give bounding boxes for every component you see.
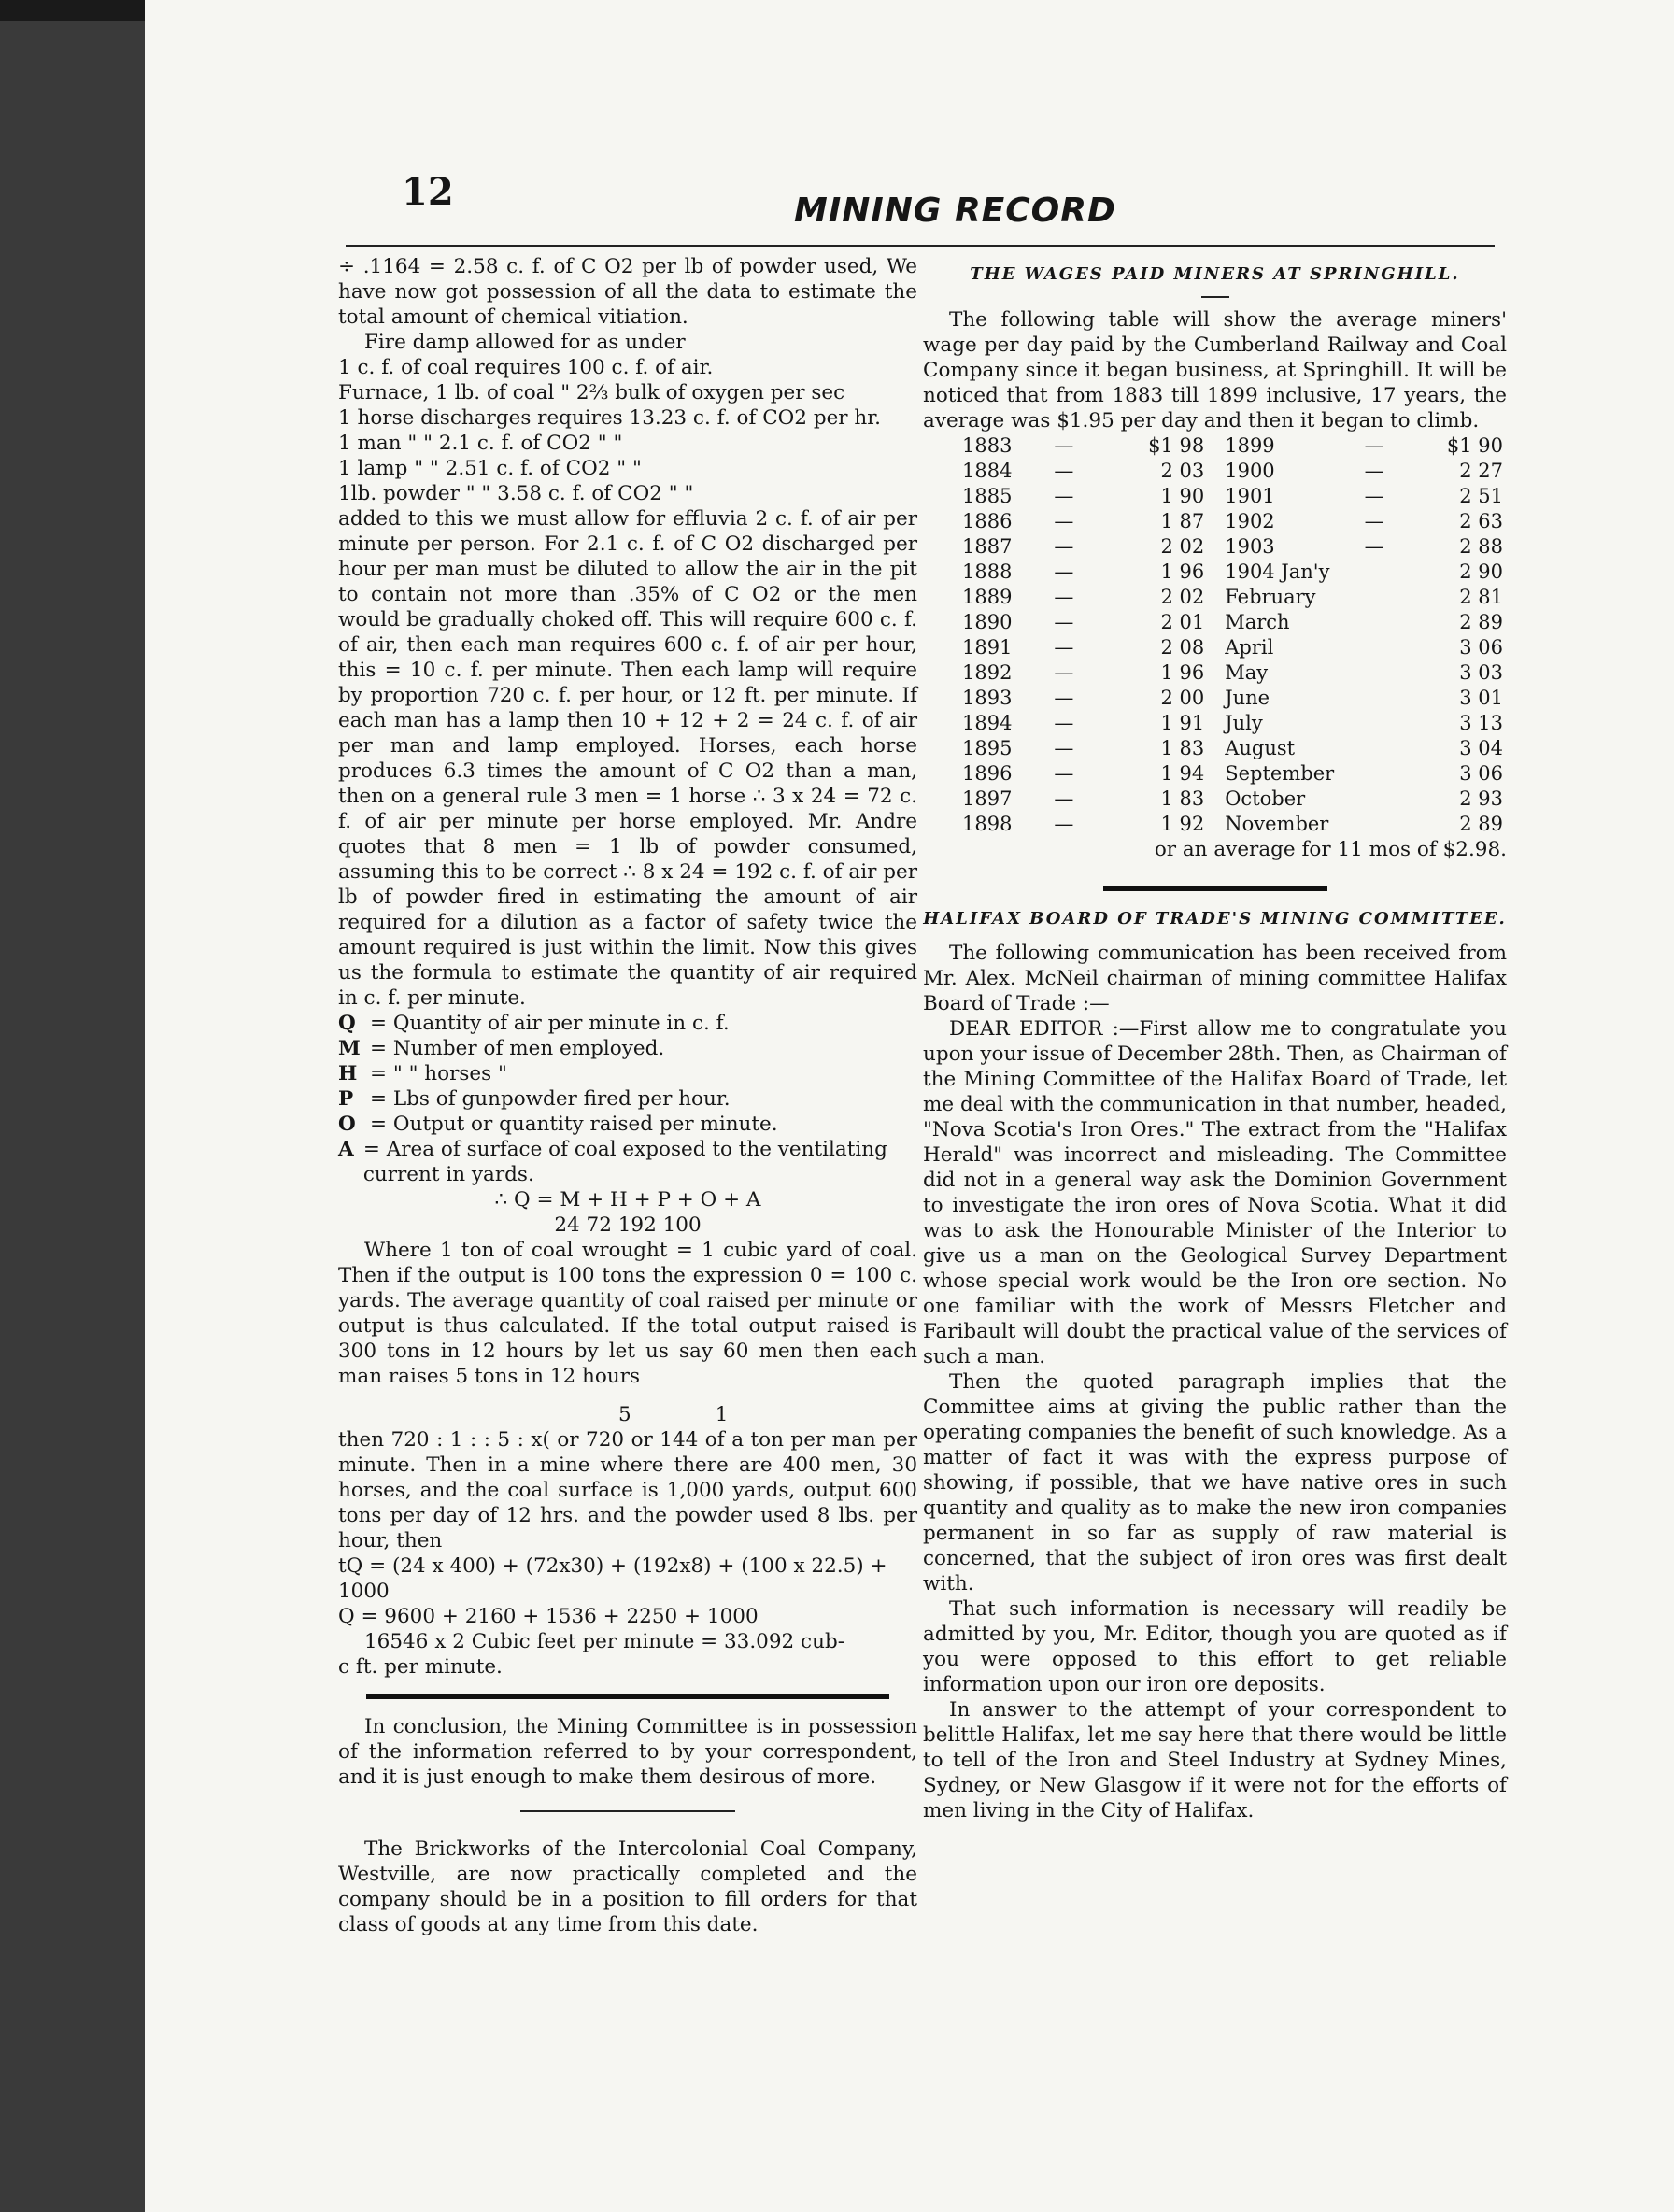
wages-average: or an average for 11 mos of $2.98. bbox=[1154, 838, 1507, 861]
period-cell: 1903 bbox=[1225, 535, 1275, 558]
dash-cell: — bbox=[1054, 586, 1074, 608]
amount-cell: 2 02 bbox=[1160, 535, 1205, 558]
dash-cell: — bbox=[1364, 460, 1384, 482]
period-cell: 1902 bbox=[1225, 510, 1275, 532]
dash-cell: — bbox=[1054, 687, 1074, 709]
amount-cell: 1 92 bbox=[1160, 813, 1205, 835]
dash-cell: — bbox=[1054, 560, 1074, 583]
amount-cell: 1 96 bbox=[1160, 661, 1205, 684]
dash-cell: — bbox=[1054, 510, 1074, 532]
fraction-numerators bbox=[338, 1402, 917, 1427]
amount-cell: 1 96 bbox=[1160, 560, 1205, 583]
year-cell: 1887 bbox=[962, 535, 1013, 558]
amount-cell: 3 01 bbox=[1459, 687, 1503, 709]
list-item: 1 c. f. of coal requires 100 c. f. of air. bbox=[338, 356, 714, 379]
definition-row bbox=[338, 1137, 917, 1187]
dash-cell: — bbox=[1054, 661, 1074, 684]
numerator: 1 bbox=[715, 1403, 729, 1426]
definition-value: = " " horses " bbox=[370, 1062, 507, 1085]
paragraph: then 720 : 1 : : 5 : x( or 720 or 144 of a ton per man per minute. Then in a mine where there are 400 men, 30 horses, and the coal surface is 1,000 yards, output 600 tons per day of 12 hrs. and the powder used 8 lbs. per hour, then bbox=[338, 1428, 917, 1553]
paragraph: DEAR EDITOR :—First allow me to congratulate you upon your issue of December 28th. Then, as Chairman of the Mining Committee of the Halifax Board of Trade, let me deal with the communication in that number, headed, "Nova Scotia's Iron Ores." The extract from the "Halifax Herald" was incorrect and misleading. The Committee did not in a general way ask the Dominion Government to investigate the iron ores of Nova Scotia. What it did was to ask the Honourable Minister of the Interior to give us a man on the Geological Survey Department whose special work would be the Iron ore section. No one familiar with the work of Messrs Fletcher and Faribault will doubt the practical value of the services of such a man. bbox=[923, 1017, 1507, 1368]
amount-cell: 2 00 bbox=[1160, 687, 1205, 709]
spacer-cell bbox=[1338, 736, 1411, 761]
dash-cell: — bbox=[1054, 636, 1074, 659]
year-cell: 1883 bbox=[962, 434, 1013, 457]
requirements-list bbox=[338, 355, 917, 506]
amount-cell: $1 98 bbox=[1148, 434, 1205, 457]
calc-line: c ft. per minute. bbox=[338, 1655, 503, 1679]
dash-cell: — bbox=[1054, 712, 1074, 734]
paragraph: added to this we must allow for effluvia 2 c. f. of air per minute per person. For 2.1 c. f. of C O2 discharged per hour per man must be diluted to allow the air in the pit to contain not more than .35% of C O2 or the men would be gradually choked off. This will require 600 c. f. of air, then each man requires 600 c. f. of air per hour, this = 10 c. f. per minute. Then each lamp will require by proportion 720 c. f. per hour, or 12 ft. per minute. If each man has a lamp then 10 + 12 + 2 = 24 c. f. of air per man and lamp employed. Horses, each horse produces 6.3 times the amount of C O2 than a man, then on a general rule 3 men = 1 horse ∴ 3 x 24 = 72 c. f. of air per minute per horse employed. Mr. Andre quotes that 8 men = 1 lb of powder consumed, assuming this to be correct ∴ 8 x 24 = 192 c. f. of air per lb of powder fired in estimating the amount of air required for a dilution as a factor of safety twice the amount required is just within the limit. Now this gives us the formula to estimate the quantity of air required in c. f. per minute. bbox=[338, 507, 917, 1010]
definition-key: Q bbox=[338, 1012, 356, 1035]
definition-key: H bbox=[338, 1062, 358, 1085]
dash-cell: — bbox=[1054, 762, 1074, 785]
period-cell: August bbox=[1225, 737, 1296, 759]
calc-line: 16546 x 2 Cubic feet per minute = 33.092 cub- bbox=[364, 1630, 844, 1653]
amount-cell: 1 94 bbox=[1160, 762, 1205, 785]
table-row bbox=[958, 484, 1507, 509]
table-row bbox=[958, 812, 1507, 837]
definition-value: = Lbs of gunpowder fired per hour. bbox=[370, 1087, 731, 1111]
dash-cell: — bbox=[1054, 787, 1074, 810]
year-cell: 1892 bbox=[962, 661, 1013, 684]
amount-cell: $1 90 bbox=[1446, 434, 1503, 457]
calc-line: tQ = (24 x 400) + (72x30) + (192x8) + (100 x 22.5) + 1000 bbox=[338, 1554, 887, 1603]
definition-key: P bbox=[338, 1087, 354, 1111]
dash-cell: — bbox=[1364, 485, 1384, 507]
spacer-cell bbox=[1338, 686, 1411, 711]
header-rule bbox=[346, 245, 1495, 247]
spacer-cell bbox=[1338, 610, 1411, 635]
period-cell: June bbox=[1225, 687, 1270, 709]
amount-cell: 2 51 bbox=[1459, 485, 1503, 507]
amount-cell: 1 83 bbox=[1160, 737, 1205, 759]
section-heading: HALIFAX BOARD OF TRADE'S MINING COMMITTEE. bbox=[923, 909, 1507, 929]
dash-cell: — bbox=[1364, 535, 1384, 558]
table-row bbox=[958, 534, 1507, 560]
definition-value: = Number of men employed. bbox=[370, 1037, 665, 1060]
period-cell: April bbox=[1225, 636, 1274, 659]
period-cell: March bbox=[1225, 611, 1290, 633]
year-cell: 1891 bbox=[962, 636, 1013, 659]
amount-cell: 1 90 bbox=[1160, 485, 1205, 507]
paragraph: Then the quoted paragraph implies that the Committee aims at giving the public rather than the operating companies the benefit of such knowledge. As a matter of fact it was with the express purpose of showing, if possible, that we have native ores in such quantity and quality as to make the new iron companies permanent in so far as supply of raw material is concerned, that the subject of iron ores was first dealt with. bbox=[923, 1370, 1507, 1595]
year-cell: 1898 bbox=[962, 813, 1013, 835]
table-row bbox=[958, 585, 1507, 610]
definition-key: M bbox=[338, 1037, 361, 1060]
spacer-cell bbox=[1338, 660, 1411, 686]
year-cell: 1886 bbox=[962, 510, 1013, 532]
period-cell: September bbox=[1225, 762, 1335, 785]
definitions bbox=[338, 1011, 917, 1187]
definition-value: = Area of surface of coal exposed to the ventilating current in yards. bbox=[362, 1138, 887, 1186]
dash-cell: — bbox=[1364, 510, 1384, 532]
period-cell: 1901 bbox=[1225, 485, 1275, 507]
paragraph: In answer to the attempt of your correspondent to belittle Halifax, let me say here that there would be little to tell of the Iron and Steel Industry at Sydney Mines, Sydney, or New Glasgow if it were not for the efforts of men living in the City of Halifax. bbox=[923, 1698, 1507, 1822]
amount-cell: 2 08 bbox=[1160, 636, 1205, 659]
year-cell: 1890 bbox=[962, 611, 1013, 633]
year-cell: 1884 bbox=[962, 460, 1013, 482]
table-row bbox=[958, 560, 1507, 585]
list-item: Furnace, 1 lb. of coal " 2⅔ bulk of oxygen per sec bbox=[338, 381, 845, 404]
table-row bbox=[958, 761, 1507, 787]
spacer-cell bbox=[1338, 761, 1411, 787]
paragraph: The following table will show the average miners' wage per day paid by the Cumberland Railway and Coal Company since it began business, at Springhill. It will be noticed that from 1883 till 1899 inclusive, 17 years, the average was $1.95 per day and then it began to climb. bbox=[923, 308, 1507, 432]
dash-cell: — bbox=[1054, 460, 1074, 482]
spacer-cell bbox=[1338, 812, 1411, 837]
definition-key: O bbox=[338, 1113, 356, 1136]
spacer-cell bbox=[1338, 560, 1411, 585]
definition-row bbox=[338, 1011, 917, 1036]
dash-cell: — bbox=[1054, 737, 1074, 759]
year-cell: 1895 bbox=[962, 737, 1013, 759]
definition-key: A bbox=[338, 1138, 354, 1161]
period-cell: July bbox=[1225, 712, 1263, 734]
list-item: 1 horse discharges requires 13.23 c. f. of CO2 per hr. bbox=[338, 406, 882, 430]
paragraph: ÷ .1164 = 2.58 c. f. of C O2 per lb of powder used, We have now got possession of all the data to estimate the total amount of chemical vitiation. bbox=[338, 255, 917, 329]
year-cell: 1889 bbox=[962, 586, 1013, 608]
table-row bbox=[958, 635, 1507, 660]
definition-row bbox=[338, 1036, 917, 1061]
table-row bbox=[958, 686, 1507, 711]
period-cell: May bbox=[1225, 661, 1269, 684]
year-cell: 1885 bbox=[962, 485, 1013, 507]
table-row bbox=[958, 711, 1507, 736]
amount-cell: 2 63 bbox=[1459, 510, 1503, 532]
amount-cell: 2 89 bbox=[1459, 611, 1503, 633]
table-row bbox=[958, 787, 1507, 812]
table-row bbox=[958, 660, 1507, 686]
table-row bbox=[958, 433, 1507, 459]
dash-cell: — bbox=[1054, 611, 1074, 633]
page-number: 12 bbox=[402, 170, 454, 214]
paragraph: Where 1 ton of coal wrought = 1 cubic yard of coal. Then if the output is 100 tons the expression 0 = 100 c. yards. The average quantity of coal raised per minute or output is thus calculated. If the total output raised is 300 tons in 12 hours by let us say 60 men then each man raises 5 tons in 12 hours bbox=[338, 1239, 917, 1388]
amount-cell: 2 02 bbox=[1160, 586, 1205, 608]
list-item: 1lb. powder " " 3.58 c. f. of CO2 " " bbox=[338, 482, 694, 505]
right-column bbox=[923, 254, 1507, 1823]
amount-cell: 3 03 bbox=[1459, 661, 1503, 684]
amount-cell: 2 27 bbox=[1459, 460, 1503, 482]
wages-table bbox=[958, 433, 1507, 837]
paragraph: In conclusion, the Mining Committee is in possession of the information referred to by your correspondent, and it is just enough to make them desirous of more. bbox=[338, 1715, 917, 1789]
period-cell: 1900 bbox=[1225, 460, 1275, 482]
spacer-cell bbox=[1338, 585, 1411, 610]
amount-cell: 2 93 bbox=[1459, 787, 1503, 810]
divider bbox=[520, 1810, 735, 1812]
definition-value: = Output or quantity raised per minute. bbox=[370, 1113, 778, 1136]
amount-cell: 1 87 bbox=[1160, 510, 1205, 532]
calc-line: Q = 9600 + 2160 + 1536 + 2250 + 1000 bbox=[338, 1605, 759, 1628]
period-cell: 1904 Jan'y bbox=[1225, 560, 1330, 583]
amount-cell: 3 13 bbox=[1459, 712, 1503, 734]
dash-cell: — bbox=[1054, 485, 1074, 507]
dash-cell: — bbox=[1054, 434, 1074, 457]
amount-cell: 2 90 bbox=[1459, 560, 1503, 583]
paragraph: The following communication has been received from Mr. Alex. McNeil chairman of mining committee Halifax Board of Trade :— bbox=[923, 942, 1507, 1015]
table-row bbox=[958, 610, 1507, 635]
spacer-cell bbox=[1338, 787, 1411, 812]
dash-cell: — bbox=[1364, 434, 1384, 457]
definition-value: = Quantity of air per minute in c. f. bbox=[370, 1012, 730, 1035]
list-item: 1 lamp " " 2.51 c. f. of CO2 " " bbox=[338, 457, 642, 480]
amount-cell: 3 04 bbox=[1459, 737, 1503, 759]
formula-coefficients: 24 72 192 100 bbox=[554, 1213, 702, 1237]
table-row bbox=[958, 509, 1507, 534]
section-rule bbox=[1103, 886, 1327, 891]
year-cell: 1893 bbox=[962, 687, 1013, 709]
definition-row bbox=[338, 1086, 917, 1112]
year-cell: 1896 bbox=[962, 762, 1013, 785]
period-cell: February bbox=[1225, 586, 1316, 608]
period-cell: October bbox=[1225, 787, 1306, 810]
divider bbox=[1201, 296, 1229, 298]
amount-cell: 1 91 bbox=[1160, 712, 1205, 734]
year-cell: 1897 bbox=[962, 787, 1013, 810]
table-row bbox=[958, 736, 1507, 761]
list-item: 1 man " " 2.1 c. f. of CO2 " " bbox=[338, 432, 623, 455]
spacer-cell bbox=[1338, 635, 1411, 660]
amount-cell: 2 89 bbox=[1459, 813, 1503, 835]
paragraph: That such information is necessary will readily be admitted by you, Mr. Editor, though you are quoted as if you were opposed to this effort to get reliable information upon our iron ore deposits. bbox=[923, 1597, 1507, 1696]
left-column bbox=[338, 254, 917, 1937]
period-cell: November bbox=[1225, 813, 1329, 835]
numerator: 5 bbox=[618, 1403, 631, 1426]
amount-cell: 2 03 bbox=[1160, 460, 1205, 482]
section-heading: THE WAGES PAID MINERS AT SPRINGHILL. bbox=[970, 264, 1460, 284]
amount-cell: 2 01 bbox=[1160, 611, 1205, 633]
definition-row bbox=[338, 1112, 917, 1137]
definition-row bbox=[338, 1061, 917, 1086]
paragraph: The Brickworks of the Intercolonial Coal Company, Westville, are now practically completed and the company should be in a position to fill orders for that class of goods at any time from this date. bbox=[338, 1837, 917, 1936]
year-cell: 1894 bbox=[962, 712, 1013, 734]
period-cell: 1899 bbox=[1225, 434, 1275, 457]
amount-cell: 1 83 bbox=[1160, 787, 1205, 810]
table-row bbox=[958, 459, 1507, 484]
spacer-cell bbox=[1338, 711, 1411, 736]
formula: ∴ Q = M + H + P + O + A bbox=[494, 1188, 761, 1212]
amount-cell: 2 88 bbox=[1459, 535, 1503, 558]
running-head: MINING RECORD bbox=[794, 191, 1116, 230]
paragraph: Fire damp allowed for as under bbox=[364, 331, 686, 354]
amount-cell: 3 06 bbox=[1459, 762, 1503, 785]
year-cell: 1888 bbox=[962, 560, 1013, 583]
dash-cell: — bbox=[1054, 813, 1074, 835]
dash-cell: — bbox=[1054, 535, 1074, 558]
amount-cell: 3 06 bbox=[1459, 636, 1503, 659]
calculation bbox=[338, 1553, 917, 1680]
section-rule bbox=[366, 1694, 889, 1699]
amount-cell: 2 81 bbox=[1459, 586, 1503, 608]
